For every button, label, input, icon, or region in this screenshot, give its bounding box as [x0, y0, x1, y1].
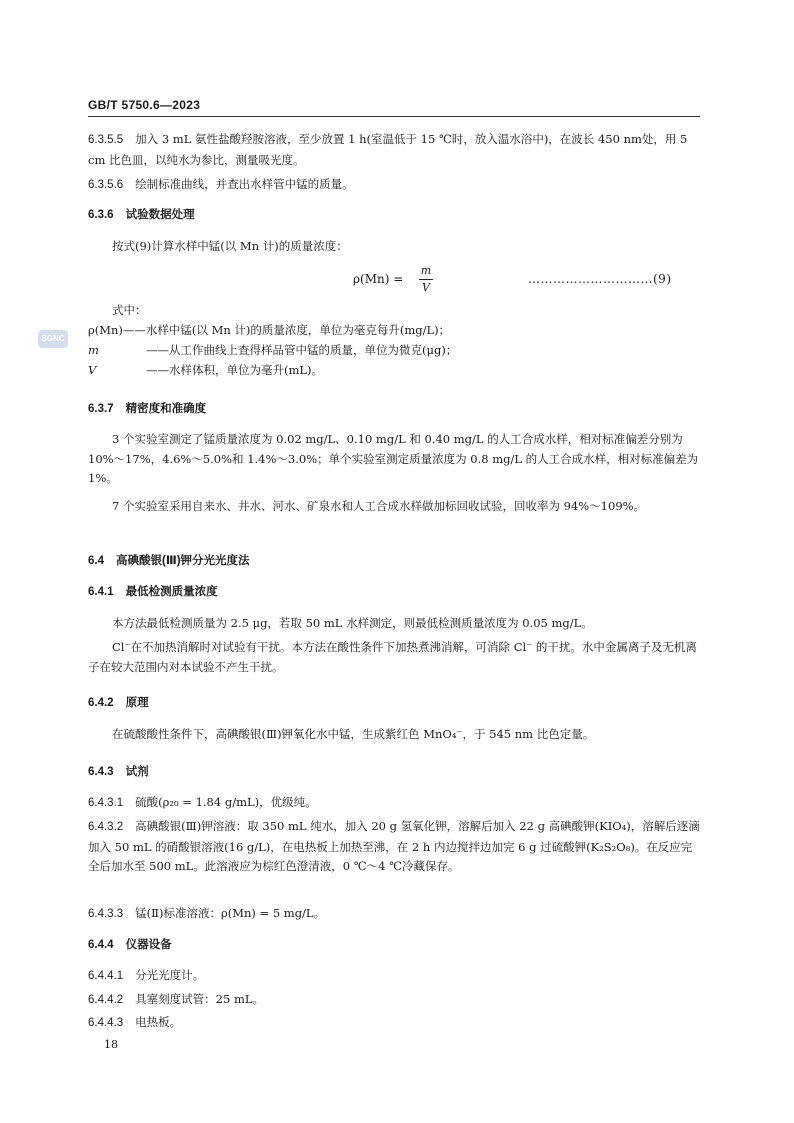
formula-fraction	[419, 264, 433, 295]
clause-text: 加入 3 mL 氨性盐酸羟胺溶液，至少放置 1 h(室温低于 15 ℃时，放入温水浴中)，在波长 450 nm处，用 5 cm 比色皿，以纯水为参比，测量吸光度。	[88, 132, 688, 167]
clause-text: 锰(Ⅱ)标准溶液：ρ(Mn) = 5 mg/L。	[135, 906, 326, 920]
header-rule	[88, 116, 700, 117]
section-number: 6.4.1	[88, 586, 114, 598]
clause-text: 绘制标准曲线，并查出水样管中锰的质量。	[135, 177, 354, 191]
section-title: 试验数据处理	[125, 209, 195, 221]
clause-text: 硫酸(ρ₂₀ = 1.84 g/mL)，优级纯。	[135, 795, 317, 809]
section-number: 6.4	[88, 555, 104, 567]
section-number: 6.3.7	[88, 403, 114, 415]
clause-6-3-5-5	[88, 130, 700, 170]
section-number: 6.4.4	[88, 939, 114, 951]
section-title: 原理	[125, 697, 149, 709]
formula-lhs: ρ(Mn) =	[353, 272, 404, 286]
section-title: 高碘酸银(Ⅲ)钾分光光度法	[116, 555, 250, 567]
section-number: 6.4.3	[88, 766, 114, 778]
variable-symbol: ρ(Mn)	[88, 323, 123, 337]
equation-number: …………………………(9)	[528, 272, 672, 286]
clause-number: 6.4.4.2	[88, 994, 124, 1006]
clause-number: 6.4.3.2	[88, 821, 124, 833]
clause-number: 6.4.3.3	[88, 908, 124, 920]
formula-9	[88, 264, 700, 298]
section-title: 仪器设备	[125, 939, 172, 951]
section-heading-6-3-7	[88, 400, 700, 420]
section-heading-6-4-2	[88, 694, 700, 714]
clause-text: 具塞刻度试管：25 mL。	[135, 992, 265, 1006]
section-title: 试剂	[125, 766, 149, 778]
paragraph: 3 个实验室测定了锰质量浓度为 0.02 mg/L、0.10 mg/L 和 0.40 mg/L 的人工合成水样，相对标准偏差分别为 10%～17%，4.6%～5.0%和 1.4%～3.0%；单个实验室测定质量浓度为 0.8 mg/L 的人工合成水样，相对标准偏差为 1%。	[88, 432, 699, 485]
clause-number: 6.3.5.5	[88, 134, 124, 146]
clause-6-4-4-2	[88, 990, 700, 1011]
paragraph: 在硫酸酸性条件下，高碘酸银(Ⅲ)钾氧化水中锰，生成紫红色 MnO₄⁻，于 545 nm 比色定量。	[112, 727, 595, 741]
variable-symbol: m	[88, 343, 99, 357]
variable-description: ——水样体积，单位为毫升(mL)。	[146, 363, 324, 377]
variable-row	[88, 360, 672, 380]
section-title: 精密度和准确度	[125, 403, 207, 415]
paragraph: 7 个实验室采用自来水、井水、河水、矿泉水和人工合成水样做加标回收试验，回收率为 94%～109%。	[112, 499, 646, 513]
watermark-logo: SGNC	[38, 330, 68, 348]
fraction-bar	[419, 279, 433, 280]
section-title: 最低检测质量浓度	[125, 586, 218, 598]
clause-6-3-5-6	[88, 175, 700, 196]
paragraph: 按式(9)计算水样中锰(以 Mn 计)的质量浓度：	[112, 239, 348, 253]
section-heading-6-4-3	[88, 763, 700, 783]
section-number: 6.3.6	[88, 209, 114, 221]
clause-number: 6.3.5.6	[88, 179, 124, 191]
variable-row	[88, 320, 672, 340]
section-heading-6-3-6	[88, 206, 700, 226]
clause-number: 6.4.3.1	[88, 797, 124, 809]
formula-denominator: V	[422, 281, 430, 294]
variable-row	[88, 340, 672, 360]
page-number: 18	[104, 1038, 118, 1051]
paragraph: Cl⁻在不加热消解时对试验有干扰。本方法在酸性条件下加热煮沸消解，可消除 Cl⁻ 的干扰。水中金属离子及无机离子在较大范围内对本试验不产生干扰。	[88, 640, 697, 674]
section-heading-6-4-4	[88, 936, 700, 956]
variable-symbol: V	[88, 363, 97, 377]
clause-6-4-3-1	[88, 793, 700, 814]
section-number: 6.4.2	[88, 697, 114, 709]
clause-text: 分光光度计。	[135, 968, 205, 982]
clause-text: 高碘酸银(Ⅲ)钾溶液：取 350 mL 纯水，加入 20 g 氢氧化钾，溶解后加入 22 g 高碘酸钾(KIO₄)，溶解后逐滴加入 50 mL 的硝酸银溶液(16 g/L)，在电热板上加热至沸，在 2 h 内边搅拌边加完 6 g 过硫酸钾(K₂S₂O₈)。在反应完全后加水至 500 mL。此溶液应为棕红色澄清液，0 ℃～4 ℃冷藏保存。	[88, 819, 700, 873]
variable-definitions	[88, 300, 672, 380]
clause-6-4-3-3	[88, 904, 700, 925]
clause-6-4-4-3	[88, 1013, 700, 1034]
clause-6-4-3-2	[88, 817, 700, 877]
paragraph: 本方法最低检测质量为 2.5 μg，若取 50 mL 水样测定，则最低检测质量浓度为 0.05 mg/L。	[112, 616, 593, 630]
clause-text: 电热板。	[135, 1015, 182, 1029]
formula-numerator: m	[420, 264, 432, 277]
variable-description: ——从工作曲线上查得样品管中锰的质量，单位为微克(μg)；	[146, 343, 458, 357]
section-heading-6-4-1	[88, 583, 700, 603]
clause-number: 6.4.4.1	[88, 970, 124, 982]
document-header: GB/T 5750.6—2023	[88, 98, 201, 112]
clause-6-4-4-1	[88, 966, 700, 987]
where-label: 式中：	[112, 303, 147, 317]
variable-description: ——水样中锰(以 Mn 计)的质量浓度，单位为毫克每升(mg/L)；	[122, 323, 451, 337]
section-heading-6-4	[88, 552, 700, 572]
clause-number: 6.4.4.3	[88, 1017, 124, 1029]
